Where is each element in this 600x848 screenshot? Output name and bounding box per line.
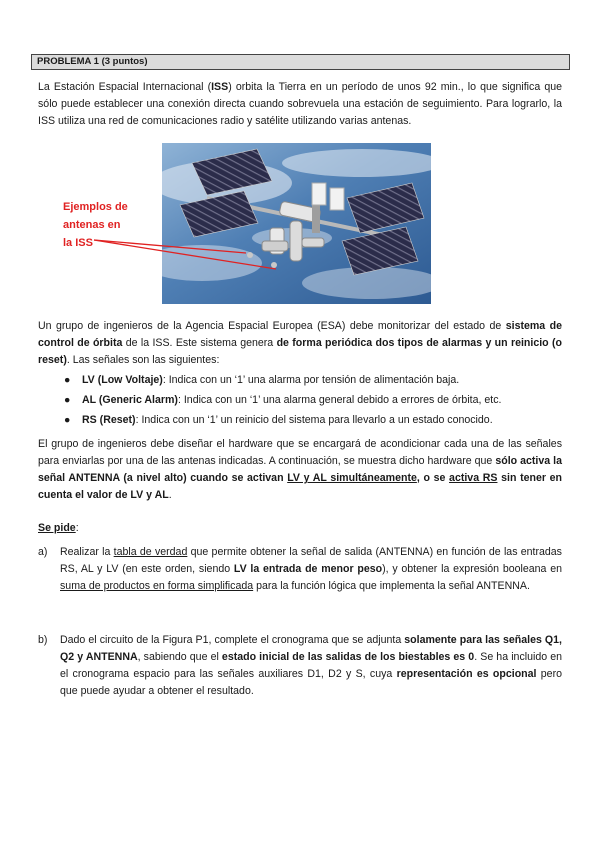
intro-iss: ISS xyxy=(211,81,229,93)
intro-paragraph xyxy=(38,79,562,130)
para2-text-3: . Las señales son las siguientes: xyxy=(66,354,220,366)
callout-line-1: Ejemplos de xyxy=(63,201,128,213)
problem-title: PROBLEMA 1 (3 puntos) xyxy=(37,56,148,67)
paragraph-2 xyxy=(38,318,562,369)
para2-bold-1: sistema de control de órbita xyxy=(38,320,562,349)
list-item: ● LV (Low Voltaje): Indica con un ‘1’ una alarma por tensión de alimentación baja. xyxy=(60,370,560,390)
question-a-label: a) xyxy=(38,546,48,558)
antenna-callout xyxy=(63,198,128,252)
bullet-icon: ● xyxy=(64,374,71,386)
list-item: ● AL (Generic Alarm): Indica con un ‘1’ una alarma general debido a errores de órbita, etc. xyxy=(60,390,560,410)
callout-line-3: la ISS xyxy=(63,237,93,249)
para2-text-2: de la ISS. Este sistema genera xyxy=(122,337,277,349)
callout-line-2: antenas en xyxy=(63,219,121,231)
bullet-icon: ● xyxy=(64,394,71,406)
para2-bold-2: de forma periódica dos tipos de alarmas y un reinicio (o reset) xyxy=(38,337,562,366)
problem-header xyxy=(31,54,570,70)
para2-text-1: Un grupo de ingenieros de la Agencia Espacial Europea (ESA) debe monitorizar del estado de xyxy=(38,320,506,332)
iss-photo xyxy=(162,143,431,304)
intro-text-1: La Estación Espacial Internacional ( xyxy=(38,81,212,93)
question-a: a) Realizar la tabla de verdad que permite obtener la señal de salida (ANTENNA) en función de las entradas RS, AL y LV (en este orden, siendo LV la entrada de menor peso), y obtener la expresión booleana en suma de productos en forma simplificada para la función lógica que implementa la señal ANTENNA. xyxy=(38,546,562,592)
se-pide-heading: Se pide: xyxy=(38,522,79,534)
paragraph-3: El grupo de ingenieros debe diseñar el hardware que se encargará de acondicionar cada una de las señales para enviarlas por una de las antenas indicadas. A continuación, se muestra dicho hardware que sólo activa la señal ANTENNA (a nivel alto) cuando se activan LV y AL simultáneamente, o se activa RS sin tener en cuenta el valor de LV y AL. xyxy=(38,438,563,501)
question-b: b) Dado el circuito de la Figura P1, complete el cronograma que se adjunta solamente para las señales Q1, Q2 y ANTENNA, sabiendo que el estado inicial de las salidas de los biestables es 0. Se ha incluido en el cronograma espacio para las señales auxiliares D1, D2 y S, cuya representación es opcional pero que puede ayudar a obtener el resultado. xyxy=(38,634,563,697)
list-item: ● RS (Reset): Indica con un ‘1’ un reinicio del sistema para llevarlo a un estado conocido. xyxy=(60,410,560,430)
bullet-icon: ● xyxy=(64,414,71,426)
intro-text-2: ) orbita la Tierra en un período de unos 92 min., lo que significa que sólo puede establecer una conexión directa cuando sobrevuela una estación de seguimiento. Para lograrlo, la ISS utiliza una red de comunicaciones radio y satélite utilizando varias antenas. xyxy=(38,81,563,127)
question-b-label: b) xyxy=(38,634,48,646)
signal-list xyxy=(60,370,560,430)
